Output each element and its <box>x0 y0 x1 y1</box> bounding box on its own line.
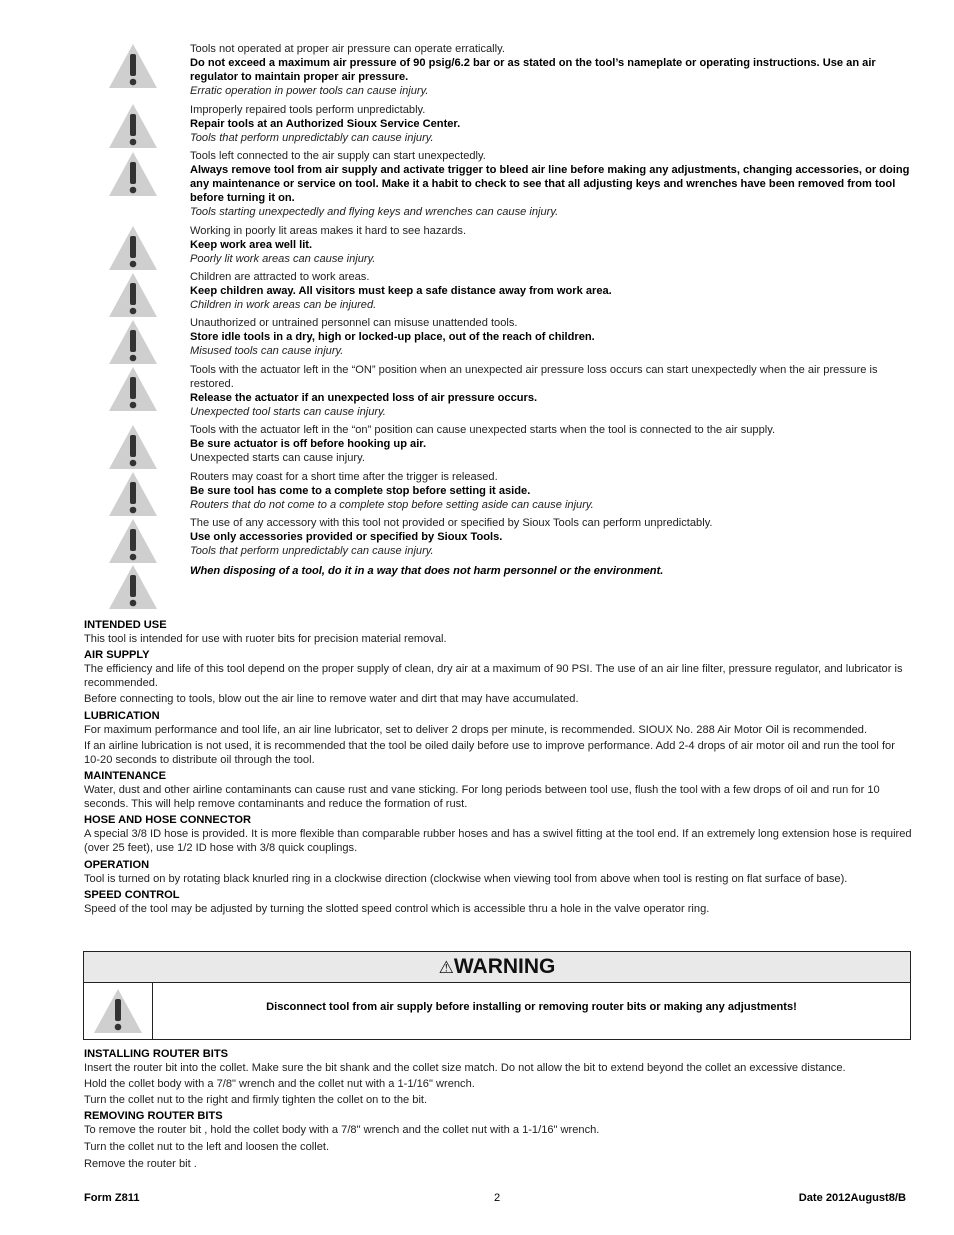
section-paragraph: The efficiency and life of this tool depend on the proper supply of clean, dry air at a maximum of 90 PSI. The use of an air line filter, pressure regulator, and lubricator is recommended. <box>84 663 903 690</box>
hazard-text: The use of any accessory with this tool not provided or specified by Sioux Tools can perform unpredictably. <box>190 517 713 529</box>
section-heading: OPERATION <box>84 858 150 871</box>
section-heading: INSTALLING ROUTER BITS <box>84 1048 229 1060</box>
warning-header <box>84 952 910 983</box>
exclamation-warning-icon <box>108 43 158 89</box>
exclamation-warning-icon <box>108 225 158 271</box>
hazard-text: Children are attracted to work areas. <box>190 271 370 283</box>
safety-item <box>190 224 910 266</box>
warning-icon-cell <box>84 983 153 1039</box>
body-sections <box>84 616 912 916</box>
section-paragraph: To remove the router bit , hold the collet body with a 7/8" wrench and the collet nut with a 1-1/16" wrench. <box>84 1124 600 1137</box>
exclamation-warning-icon <box>108 272 158 318</box>
hazard-text: Tools not operated at proper air pressure can operate erratically. <box>190 43 505 55</box>
exclamation-warning-icon <box>108 518 158 564</box>
section-paragraph: Tool is turned on by rotating black knurled ring in a clockwise direction (clockwise when viewing tool from above when tool is resting on flat surface of base). <box>84 872 848 885</box>
exclamation-warning-icon <box>108 319 158 365</box>
section-paragraph: For maximum performance and tool life, an air line lubricator, set to deliver 2 drops per minute, is recommended. SIOUX No. 288 Air Motor Oil is recommended. <box>84 723 868 736</box>
hazard-text: Tools with the actuator left in the “on” position can cause unexpected starts when the tool is connected to the air supply. <box>190 424 776 436</box>
section-paragraph: If an airline lubrication is not used, it is recommended that the tool be oiled daily before use to improve performance. Add 2-4 drops of air motor oil and run the tool for 10-20 seconds to distribute oil through the tool. <box>84 739 895 766</box>
safety-item <box>190 42 910 98</box>
consequence-text: Unexpected tool starts can cause injury. <box>190 406 386 419</box>
page-number: 2 <box>494 1192 501 1204</box>
section-paragraph: Remove the router bit . <box>84 1157 197 1170</box>
hazard-text: Improperly repaired tools perform unpredictably. <box>190 104 426 116</box>
exclamation-warning-icon <box>108 471 158 517</box>
action-text: Store idle tools in a dry, high or locked-up place, out of the reach of children. <box>190 331 595 344</box>
section-paragraph: A special 3/8 ID hose is provided. It is more flexible than comparable rubber hoses and has a swivel fitting at the tool end. If an extremely long extension hose is required (over 25 feet), use 1/2 ID hose with 3/8 quick couplings. <box>84 828 912 855</box>
action-text: Release the actuator if an unexpected loss of air pressure occurs. <box>190 392 538 405</box>
exclamation-warning-icon <box>93 988 143 1034</box>
safety-item <box>190 316 910 358</box>
hazard-text: Routers may coast for a short time after the trigger is released. <box>190 471 498 483</box>
disposal-note: When disposing of a tool, do it in a way that does not harm personnel or the environment. <box>190 565 664 577</box>
hazard-text: Tools left connected to the air supply can start unexpectedly. <box>190 150 486 162</box>
section-paragraph: Before connecting to tools, blow out the air line to remove water and dirt that may have accumulated. <box>84 693 579 706</box>
action-text: Repair tools at an Authorized Sioux Service Center. <box>190 118 461 131</box>
section-paragraph: This tool is intended for use with ruoter bits for precision material removal. <box>84 633 447 646</box>
action-text: Keep work area well lit. <box>190 239 313 252</box>
warning-message: Disconnect tool from air supply before installing or removing router bits or making any adjustments! <box>266 1001 797 1013</box>
safety-item <box>190 423 910 465</box>
section-heading: SPEED CONTROL <box>84 888 180 901</box>
consequence-text: Misused tools can cause injury. <box>190 345 344 358</box>
safety-item <box>190 516 910 558</box>
safety-item <box>190 149 910 219</box>
section-paragraph: Turn the collet nut to the left and loosen the collet. <box>84 1140 330 1153</box>
section-paragraph: Speed of the tool may be adjusted by turning the slotted speed control which is accessible thru a hole in the valve operator ring. <box>84 902 710 915</box>
consequence-text: Tools that perform unpredictably can cause injury. <box>190 132 434 145</box>
hazard-text: Tools with the actuator left in the “ON” position when an unexpected air pressure loss occurs can start unexpectedly when the air pressure is restored. <box>190 364 878 391</box>
warning-box <box>83 951 911 1040</box>
revision-date: Date 2012August8/B <box>798 1192 906 1204</box>
exclamation-warning-icon <box>108 366 158 412</box>
section-paragraph: Hold the collet body with a 7/8" wrench and the collet nut with a 1-1/16" wrench. <box>84 1078 475 1091</box>
consequence-text: Erratic operation in power tools can cause injury. <box>190 85 429 98</box>
consequence-text: Poorly lit work areas can cause injury. <box>190 253 376 266</box>
section-heading: AIR SUPPLY <box>84 649 150 662</box>
section-heading: INTENDED USE <box>84 619 167 631</box>
section-paragraph: Insert the router bit into the collet. Make sure the bit shank and the collet size match. Do not allow the bit to extend beyond the collet an excessive distance. <box>84 1062 846 1075</box>
action-text: Be sure tool has come to a complete stop before setting it aside. <box>190 485 531 498</box>
hazard-text: Working in poorly lit areas makes it hard to see hazards. <box>190 225 467 237</box>
consequence-text: Routers that do not come to a complete stop before setting aside can cause injury. <box>190 499 594 512</box>
action-text: Always remove tool from air supply and activate trigger to bleed air line before making any adjustments, changing accessories, or doing any maintenance or service on tool. Make it a habit to check to see that all adjusting keys and wrenches have been removed from tool before turning it on. <box>190 164 910 205</box>
section-heading: REMOVING ROUTER BITS <box>84 1110 223 1123</box>
safety-item <box>190 270 910 312</box>
exclamation-warning-icon <box>108 424 158 470</box>
consequence-text: Unexpected starts can cause injury. <box>190 452 365 465</box>
exclamation-warning-icon <box>108 564 158 610</box>
safety-item <box>190 470 910 512</box>
router-bit-sections <box>84 1045 912 1171</box>
warning-triangle-icon: ⚠ <box>438 958 454 977</box>
section-paragraph: Turn the collet nut to the right and firmly tighten the collet on to the bit. <box>84 1094 428 1107</box>
section-heading: LUBRICATION <box>84 709 160 722</box>
action-text: Keep children away. All visitors must keep a safe distance away from work area. <box>190 285 612 298</box>
action-text: Be sure actuator is off before hooking up air. <box>190 438 427 451</box>
action-text: Use only accessories provided or specified by Sioux Tools. <box>190 531 503 544</box>
consequence-text: Tools starting unexpectedly and flying keys and wrenches can cause injury. <box>190 206 559 219</box>
exclamation-warning-icon <box>108 103 158 149</box>
section-heading: MAINTENANCE <box>84 769 166 782</box>
form-number: Form Z811 <box>84 1192 140 1204</box>
action-text: Do not exceed a maximum air pressure of 90 psig/6.2 bar or as stated on the tool’s nameplate or operating instructions. Use an air regulator to maintain proper air pressure. <box>190 57 876 84</box>
hazard-text: Unauthorized or untrained personnel can misuse unattended tools. <box>190 317 518 329</box>
exclamation-warning-icon <box>108 151 158 197</box>
safety-item <box>190 103 910 145</box>
section-heading: HOSE AND HOSE CONNECTOR <box>84 814 252 827</box>
consequence-text: Children in work areas can be injured. <box>190 299 377 312</box>
section-paragraph: Water, dust and other airline contaminants can cause rust and vane sticking. For long periods between tool use, flush the tool with a few drops of oil and run for 10 seconds. This will help remove contaminants and reduce the formation of rust. <box>84 784 880 811</box>
consequence-text: Tools that perform unpredictably can cause injury. <box>190 545 434 558</box>
safety-item <box>190 363 910 419</box>
warning-title: WARNING <box>453 955 556 978</box>
